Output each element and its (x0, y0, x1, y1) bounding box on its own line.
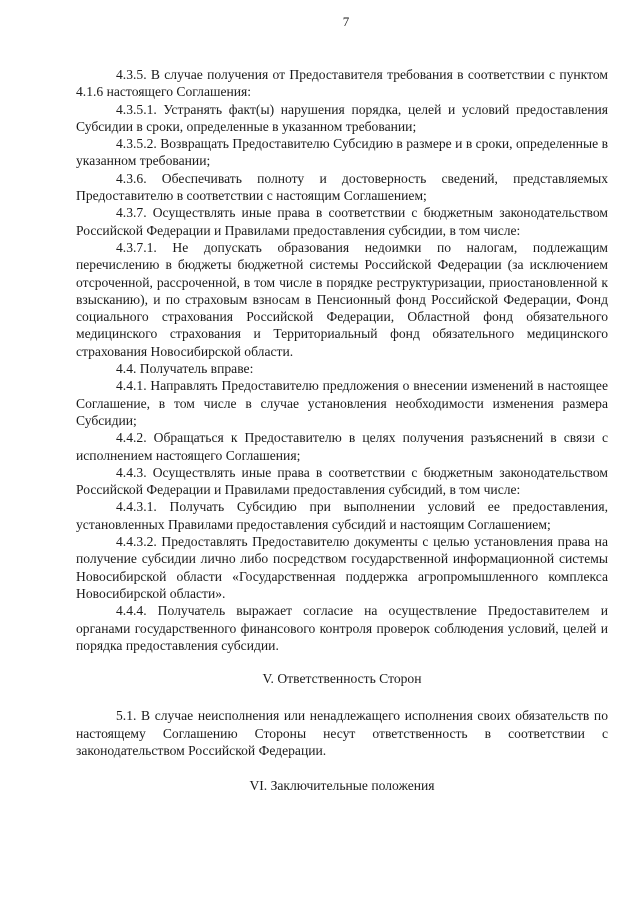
clause-4-4-3-2: 4.4.3.2. Предоставлять Предоставителю документы с целью установления права на получение субсидии лично либо посредством государственной информационной системы Новосибирской области «Государственная поддержка агропромышленного комплекса Новосибирской области». (76, 534, 608, 601)
clause-4-4-4: 4.4.4. Получатель выражает согласие на осуществление Предоставителем и органами государственного финансового контроля проверок соблюдения условий, целей и порядка предоставления субсидии. (76, 603, 608, 653)
clause-4-4-2: 4.4.2. Обращаться к Предоставителю в целях получения разъяснений в связи с исполнением настоящего Соглашения; (76, 430, 608, 463)
clause-4-3-5: 4.3.5. В случае получения от Предоставителя требования в соответствии с пунктом 4.1.6 настоящего Соглашения: (76, 67, 608, 100)
page-number: 7 (342, 14, 350, 29)
clause-4-3-7: 4.3.7. Осуществлять иные права в соответствии с бюджетным законодательством Российской Федерации и Правилами предоставления субсидии, в том числе: (76, 205, 608, 238)
clause-4-3-5-2: 4.3.5.2. Возвращать Предоставителю Субсидию в размере и в сроки, определенные в указанном требовании; (76, 136, 608, 169)
clause-4-4-1: 4.4.1. Направлять Предоставителю предложения о внесении изменений в настоящее Соглашение, в том числе в случае установления необходимости изменения размера Субсидии; (76, 378, 608, 428)
clause-4-3-5-1: 4.3.5.1. Устранять факт(ы) нарушения порядка, целей и условий предоставления Субсидии в сроки, определенные в указанном требовании; (76, 101, 608, 134)
clause-4-3-6: 4.3.6. Обеспечивать полноту и достоверность сведений, представляемых Предоставителю в соответствии с настоящим Соглашением; (76, 170, 608, 204)
section-6-heading: VI. Заключительные положения (249, 778, 435, 794)
clause-4-4-3-1: 4.4.3.1. Получать Субсидию при выполнении условий ее предоставления, установленных Правилами предоставления субсидий и настоящим Соглашением; (76, 499, 608, 532)
clause-5-1: 5.1. В случае неисполнения или ненадлежащего исполнения своих обязательств по настоящему Соглашению Стороны несут ответственность в соответствии с законодательством Российской Федерации. (76, 708, 608, 758)
clause-4-4-3: 4.4.3. Осуществлять иные права в соответствии с бюджетным законодательством Российской Федерации и Правилами предоставления субсидий, в том числе: (76, 464, 608, 498)
clause-4-4: 4.4. Получатель вправе: (116, 361, 254, 377)
section-5-heading: V. Ответственность Сторон (262, 671, 422, 687)
document-body (76, 66, 608, 795)
clause-4-3-7-1: 4.3.7.1. Не допускать образования недоимки по налогам, подлежащим перечислению в бюджеты бюджетной системы Российской Федерации (за исключением отсроченной, рассроченной, в том числе в порядке реструктуризации, приостановленной к взысканию), и по страховым взносам в Пенсионный фонд Российской Федерации, Фонд социального страхования Российской Федерации, Областной фонд обязательного медицинского страхования и Территориальный фонд обязательного медицинского страхования Новосибирской области. (76, 239, 608, 359)
